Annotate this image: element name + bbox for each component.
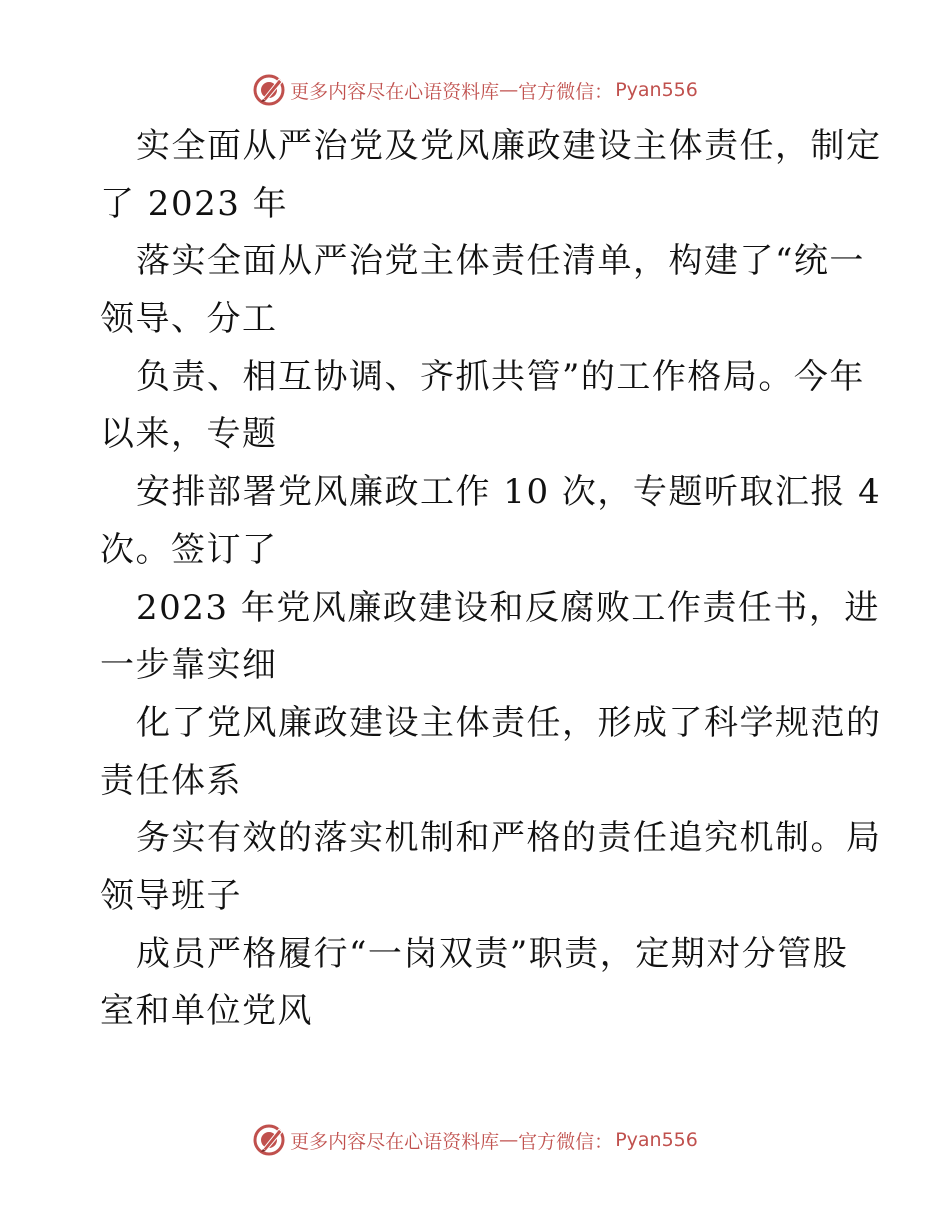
- text-line: 落实全面从严治党主体责任清单，构建了“统一: [136, 241, 865, 282]
- text-line: 以来，专题: [100, 414, 278, 455]
- watermark-wechat-id: Pyan556: [615, 79, 698, 101]
- text-line: 化了党风廉政建设主体责任，形成了科学规范的: [136, 702, 882, 743]
- text-line: 次。签订了: [100, 529, 278, 570]
- watermark-wechat-label: 官方微信：: [518, 1130, 614, 1153]
- pen-seal-logo-icon: [252, 73, 286, 107]
- watermark-wechat-id: Pyan556: [615, 1129, 698, 1151]
- watermark-separator: —: [499, 79, 519, 101]
- text-line: 务实有效的落实机制和严格的责任追究机制。局: [136, 818, 882, 859]
- watermark-separator: —: [499, 1129, 519, 1151]
- text-line: 安排部署党风廉政工作 10 次，专题听取汇报 4: [136, 472, 882, 513]
- text-line: 成员严格履行“一岗双责”职责，定期对分管股: [136, 933, 849, 974]
- text-line: 了 2023 年: [100, 183, 289, 224]
- text-line: 责任体系: [100, 760, 242, 801]
- text-line: 实全面从严治党及党风廉政建设主体责任，制定: [136, 126, 882, 166]
- text-line: 室和单位党风: [100, 991, 313, 1032]
- text-line: 领导班子: [100, 875, 242, 916]
- text-line: 2023 年党风廉政建设和反腐败工作责任书，进: [136, 587, 880, 628]
- header-watermark: [0, 70, 950, 110]
- watermark-wechat-label: 官方微信：: [518, 80, 614, 103]
- watermark-text: 更多内容尽在心语资料库: [290, 80, 500, 103]
- text-line: 一步靠实细: [100, 645, 278, 686]
- watermark-text: 更多内容尽在心语资料库: [290, 1130, 500, 1153]
- text-line: 领导、分工: [100, 299, 278, 340]
- footer-watermark: [0, 1120, 950, 1160]
- text-line: 负责、相互协调、齐抓共管”的工作格局。今年: [136, 356, 865, 397]
- pen-seal-logo-icon: [252, 1123, 286, 1157]
- document-body: [100, 118, 882, 1041]
